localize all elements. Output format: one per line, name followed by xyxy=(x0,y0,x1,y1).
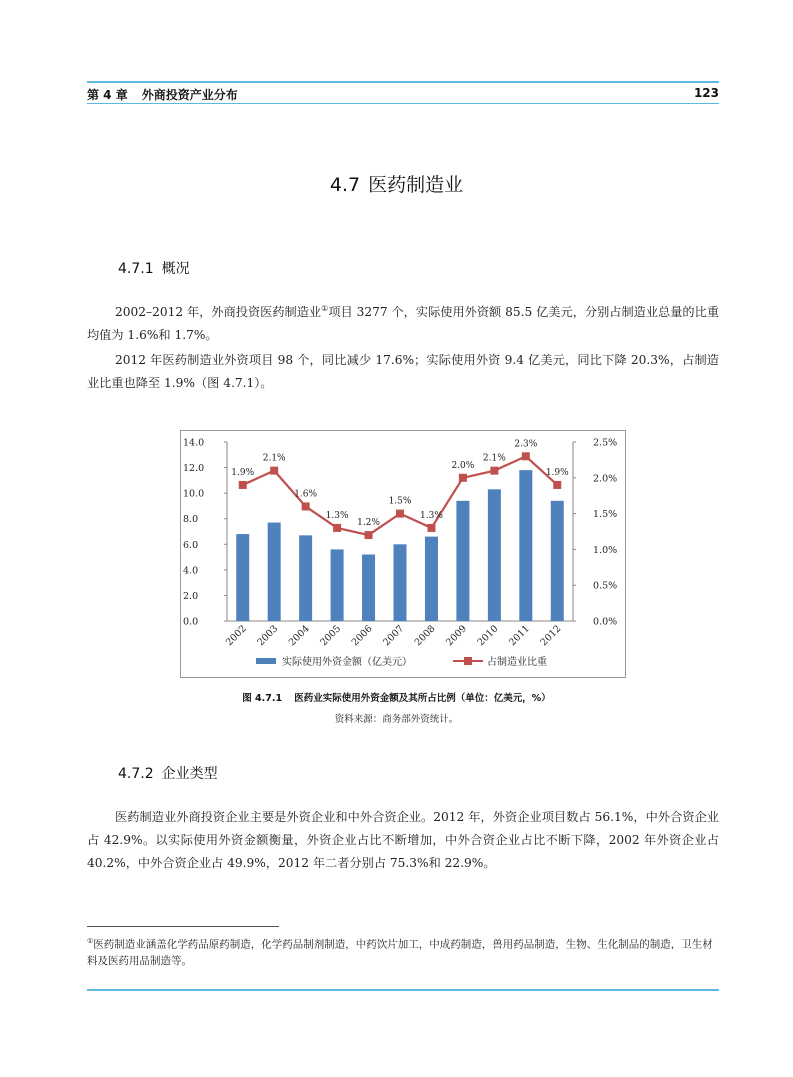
ratio-data-label: 2.3% xyxy=(514,439,538,450)
paragraph-overview-1 xyxy=(87,301,719,347)
section-title xyxy=(0,170,793,197)
bar-2012 xyxy=(551,501,564,621)
paragraph-enterprise-type: 医药制造业外商投资企业主要是外资企业和中外合资企业。2012 年，外资企业项目数占 56.1%，中外合资企业占 42.9%。以实际使用外资金额衡量，外资企业占比不断增加，中外合资企业占比不断下降，2002 年外资企业占 40.2%，中外合资企业占 49.9%，2012 年二者分别占 75.3%和 22.9%。 xyxy=(87,810,719,870)
running-header xyxy=(87,86,238,103)
x-tick-label: 2012 xyxy=(538,623,564,649)
right-axis-tick-label: 0.5% xyxy=(593,580,618,592)
x-tick-label: 2003 xyxy=(255,623,281,649)
ratio-marker-2008 xyxy=(427,524,435,532)
figure-caption-text: 医药业实际使用外资金额及其所占比例（单位：亿美元，%） xyxy=(294,693,551,704)
x-tick-label: 2011 xyxy=(507,623,532,649)
header-bottom-rule xyxy=(87,103,719,104)
left-axis-tick-label: 6.0 xyxy=(183,539,199,551)
header-top-rule xyxy=(87,81,719,83)
x-tick-label: 2002 xyxy=(223,623,249,649)
ratio-marker-2011 xyxy=(522,452,530,460)
figure-source: 资料来源：商务部外资统计。 xyxy=(334,714,459,725)
combo-bar-line-chart xyxy=(181,431,625,677)
ratio-marker-2007 xyxy=(396,510,404,518)
page-number: 123 xyxy=(693,86,719,100)
section-number: 4.7 xyxy=(329,174,361,196)
legend-line-label: 占制造业比重 xyxy=(487,657,547,668)
ratio-data-label: 1.5% xyxy=(388,496,412,507)
x-tick-label: 2005 xyxy=(318,623,344,649)
figure-caption xyxy=(0,690,793,704)
x-tick-label: 2007 xyxy=(381,623,407,649)
right-axis-tick-label: 1.0% xyxy=(593,544,618,556)
ratio-marker-2006 xyxy=(365,531,373,539)
right-axis-tick-label: 2.0% xyxy=(593,473,618,485)
right-axis-tick-label: 2.5% xyxy=(593,437,618,449)
section-title-text: 医药制造业 xyxy=(368,174,464,196)
ratio-data-label: 1.6% xyxy=(294,489,318,500)
bar-2009 xyxy=(456,501,469,621)
subsection-heading-enterprise-type xyxy=(118,763,218,783)
ratio-data-label: 2.1% xyxy=(262,453,286,464)
ratio-data-label: 1.9% xyxy=(545,467,569,478)
ratio-data-label: 1.3% xyxy=(420,510,443,521)
footer-rule xyxy=(87,989,719,991)
ratio-data-label: 1.3% xyxy=(325,510,349,521)
ratio-marker-2005 xyxy=(333,524,341,532)
x-tick-label: 2004 xyxy=(286,623,312,649)
footnote-text: 医药制造业涵盖化学药品原药制造，化学药品制剂制造，中药饮片加工，中成药制造，兽用药品制造，生物、生化制品的制造，卫生材料及医药用品制造等。 xyxy=(87,938,713,967)
x-tick-label: 2006 xyxy=(349,623,375,649)
chapter-label: 第 4 章 xyxy=(87,88,128,102)
bar-2007 xyxy=(394,544,407,621)
ratio-marker-2004 xyxy=(302,502,310,510)
bar-2003 xyxy=(268,523,281,621)
paragraph-text: 2002–2012 年，外商投资医药制造业 xyxy=(115,305,322,319)
left-axis-tick-label: 12.0 xyxy=(183,463,205,475)
bar-2004 xyxy=(299,535,312,621)
ratio-marker-2003 xyxy=(270,467,278,475)
paragraph-text: 项目 3277 个，实际使用外资额 85.5 亿美元，分别占制造业总量的比重均值为 1.6%和 1.7%。 xyxy=(87,305,720,342)
ratio-data-label: 2.1% xyxy=(482,453,506,464)
chapter-title: 外商投资产业分布 xyxy=(141,88,238,102)
right-axis-tick-label: 1.5% xyxy=(593,509,618,521)
legend-bar-label: 实际使用外资金额（亿美元） xyxy=(282,657,412,668)
subsection-number: 4.7.1 xyxy=(118,261,154,277)
x-tick-label: 2009 xyxy=(444,623,470,649)
ratio-marker-2009 xyxy=(459,474,467,482)
legend-line-marker xyxy=(464,657,472,665)
subsection-heading-overview xyxy=(118,258,190,278)
footnote-mark: ① xyxy=(87,937,94,945)
left-axis-tick-label: 10.0 xyxy=(183,488,205,500)
bar-2010 xyxy=(488,489,501,621)
bar-2002 xyxy=(236,534,249,621)
footnote xyxy=(87,933,719,969)
left-axis-tick-label: 2.0 xyxy=(183,590,199,602)
left-axis-tick-label: 4.0 xyxy=(183,565,199,577)
right-axis-tick-label: 0.0% xyxy=(593,616,618,628)
legend-bar-swatch xyxy=(256,658,276,664)
footnote-reference[interactable]: ① xyxy=(321,303,329,313)
x-tick-label: 2010 xyxy=(475,623,501,649)
figure-number: 图 4.7.1 xyxy=(242,693,283,704)
ratio-data-label: 1.2% xyxy=(357,518,380,529)
bar-2011 xyxy=(519,470,532,621)
subsection-title: 企业类型 xyxy=(161,766,218,782)
left-axis-tick-label: 8.0 xyxy=(183,514,199,526)
subsection-number: 4.7.2 xyxy=(118,766,154,782)
paragraph-overview-2: 2012 年医药制造业外资项目 98 个，同比减少 17.6%；实际使用外资 9.4 亿美元，同比下降 20.3%，占制造业比重也降至 1.9%（图 4.7.1）。 xyxy=(87,353,719,390)
bar-2005 xyxy=(331,549,344,621)
subsection-title: 概况 xyxy=(161,261,190,277)
left-axis-tick-label: 14.0 xyxy=(183,437,205,449)
ratio-data-label: 2.0% xyxy=(451,460,475,471)
footnote-rule xyxy=(87,926,279,927)
bar-2006 xyxy=(362,555,375,621)
left-axis-tick-label: 0.0 xyxy=(183,616,199,628)
ratio-data-label: 1.9% xyxy=(231,467,255,478)
figure-4-7-1-chart xyxy=(180,430,626,678)
ratio-marker-2010 xyxy=(490,467,498,475)
x-tick-label: 2008 xyxy=(412,623,438,649)
bar-2008 xyxy=(425,537,438,621)
ratio-marker-2012 xyxy=(553,481,561,489)
ratio-marker-2002 xyxy=(239,481,247,489)
